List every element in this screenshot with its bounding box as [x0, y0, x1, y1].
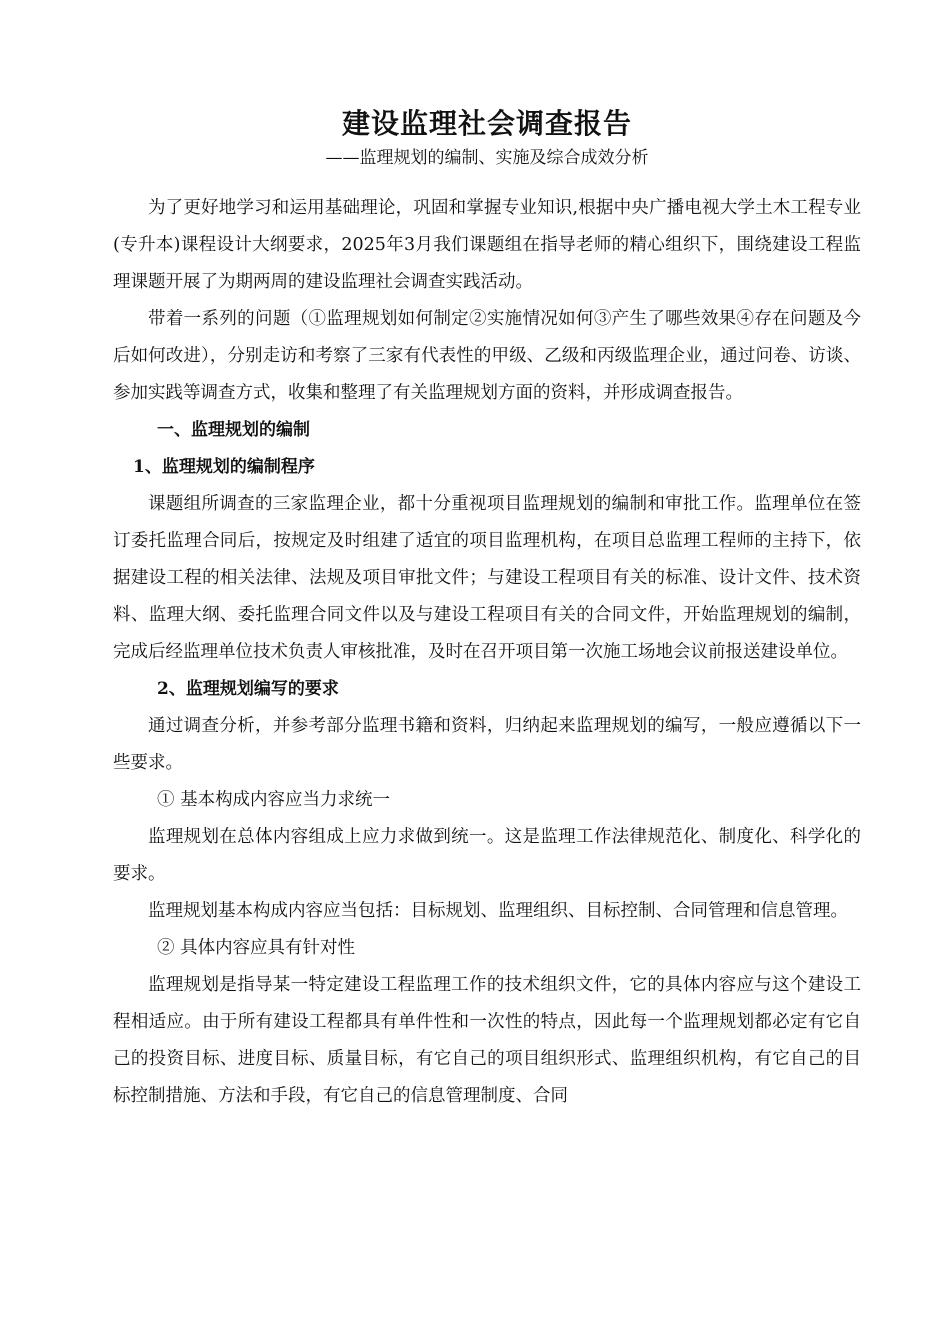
requirement-1-heading: ① 基本构成内容应当力求统一 [157, 790, 391, 810]
subsection-2-body: 通过调查分析，并参考部分监理书籍和资料，归纳起来监理规划的编写，一般应遵循以下一些要求。 [113, 716, 861, 773]
requirement-1-body-2: 监理规划基本构成内容应当包括：目标规划、监理组织、目标控制、合同管理和信息管理。 [148, 901, 848, 921]
report-title: 建设监理社会调查报告 [341, 107, 632, 140]
document-body [113, 104, 861, 1115]
report-subtitle: ——监理规划的编制、实施及综合成效分析 [325, 148, 649, 168]
subsection-1-body: 课题组所调查的三家监理企业，都十分重视项目监理规划的编制和审批工作。监理单位在签订委托监理合同后，按规定及时组建了适宜的项目监理机构，在项目总监理工程师的主持下，依据建设工程的相关法律、法规及项目审批文件；与建设工程项目有关的标准、设计文件、技术资料、监理大纲、委托监理合同文件以及与建设工程项目有关的合同文件，开始监理规划的编制，完成后经监理单位技术负责人审核批准，及时在召开项目第一次施工场地会议前报送建设单位。 [113, 494, 861, 662]
intro-paragraph-1: 为了更好地学习和运用基础理论，巩固和掌握专业知识,根据中央广播电视大学土木工程专业(专升本)课程设计大纲要求，2025年3月我们课题组在指导老师的精心组织下，围绕建设工程监理课题开展了为期两周的建设监理社会调查实践活动。 [113, 198, 861, 292]
requirement-2-heading: ② 具体内容应具有针对性 [157, 938, 356, 958]
requirement-2-body: 监理规划是指导某一特定建设工程监理工作的技术组织文件，它的具体内容应与这个建设工程相适应。由于所有建设工程都具有单件性和一次性的特点，因此每一个监理规划都必定有它自己的投资目标、进度目标、质量目标，有它自己的项目组织形式、监理组织机构，有它自己的目标控制措施、方法和手段，有它自己的信息管理制度、合同 [113, 975, 861, 1106]
section-heading-1: 一、监理规划的编制 [157, 420, 310, 440]
subsection-heading-2: 2、监理规划编写的要求 [157, 679, 339, 699]
intro-paragraph-2: 带着一系列的问题（①监理规划如何制定②实施情况如何③产生了哪些效果④存在问题及今后如何改进），分别走访和考察了三家有代表性的甲级、乙级和丙级监理企业，通过问卷、访谈、参加实践等调查方式，收集和整理了有关监理规划方面的资料，并形成调查报告。 [113, 309, 861, 403]
subsection-heading-1: 1、监理规划的编制程序 [133, 457, 315, 477]
requirement-1-body-1: 监理规划在总体内容组成上应力求做到统一。这是监理工作法律规范化、制度化、科学化的要求。 [113, 827, 861, 884]
